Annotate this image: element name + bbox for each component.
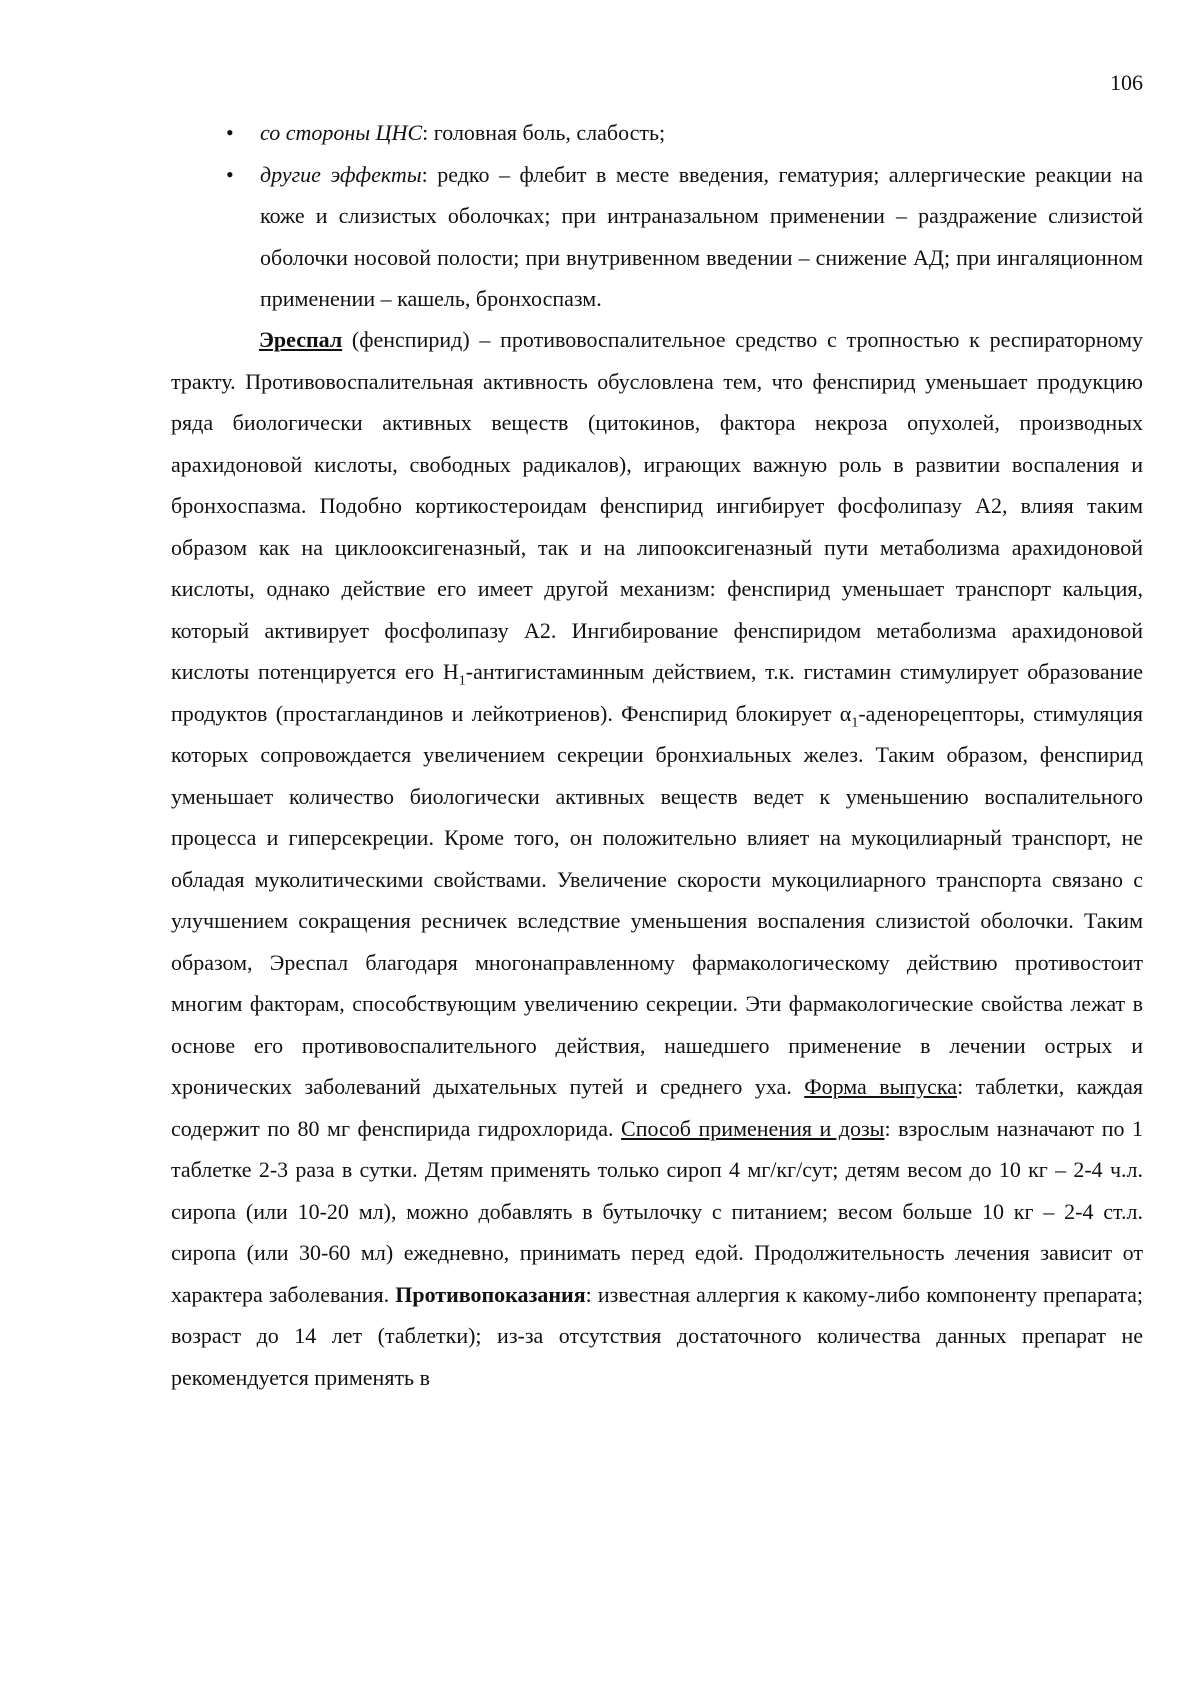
list-item-label: со стороны ЦНС [260,120,423,145]
list-item-text: : головная боль, слабость; [422,120,666,145]
list-item [208,154,1143,320]
list-item [208,112,1143,154]
release-form-text: : таблетки, каждая содержит по 80 мг фенспирида гидрохлорида. [171,1074,1143,1141]
drug-name: Эреспал [259,327,343,352]
contraindications-label: Противопоказания [395,1281,586,1307]
drug-description-paragraph [171,319,1143,1398]
subscript-h1: 1 [458,673,466,689]
contraindications-text: : известная аллергия к какому-либо компоненту препарата; возраст до 14 лет (таблетки); из-за отсутствия достаточного количества данных препарат не рекомендуется применять в [171,1281,1143,1390]
page-number: 106 [1110,70,1143,95]
bullet-icon: • [226,120,234,145]
subscript-alpha1: 1 [851,714,859,730]
middle-text-1: -антигистаминным действием, т.к. гистамин стимулирует образование продуктов (простагландинов и лейкотриенов). Фенспирид блокирует α [171,659,1143,726]
side-effects-list [208,112,1143,320]
list-item-text: : редко – флебит в месте введения, гематурия; аллергические реакции на коже и слизистых оболочках; при интраназальном применении – раздражение слизистой оболочки носовой полости; при внутривенном введении – снижение АД; при ингаляционном применении – кашель, бронхоспазм. [260,161,1143,311]
dosage-text: : взрослым назначают по 1 таблетке 2-3 раза в сутки. Детям применять только сироп 4 мг/кг/сут; детям весом до 10 кг – 2-4 ч.л. сиропа (или 10-20 мл), можно добавлять в бутылочку с питанием; весом больше 10 кг – 2-4 ст.л. сиропа (или 30-60 мл) ежедневно, принимать перед едой. Продолжительность лечения зависит от характера заболевания. [171,1115,1143,1307]
list-item-label: другие эффекты [260,161,422,187]
intro-text: (фенспирид) – противовоспалительное средство с тропностью к респираторному тракту. Противовоспалительная активность обусловлена тем, что фенспирид уменьшает продукцию ряда биологически активных веществ (цитокинов, фактора некроза опухолей, производных арахидоновой кислоты, свободных радикалов), играющих важную роль в развитии воспаления и бронхоспазма. Подобно кортикостероидам фенспирид ингибирует фосфолипазу А2, влияя таким образом как на циклооксигеназный, так и на липооксигеназный пути метаболизма арахидоновой кислоты, однако действие его имеет другой механизм: фенспирид уменьшает транспорт кальция, который активирует фосфолипазу А2. Ингибирование фенспиридом метаболизма арахидоновой кислоты потенцируется его Н [171,327,1143,684]
middle-text-2: -аденорецепторы, стимуляция которых сопровождается увеличением секреции бронхиальных желез. Таким образом, фенспирид уменьшает количество биологически активных веществ ведет к уменьшению воспалительного процесса и гиперсекреции. Кроме того, он положительно влияет на мукоцилиарный транспорт, не обладая муколитическими свойствами. Увеличение скорости мукоцилиарного транспорта связано с улучшением сокращения ресничек вследствие уменьшения воспаления слизистой оболочки. Таким образом, Эреспал благодаря многонаправленному фармакологическому действию противостоит многим факторам, способствующим увеличению секреции. Эти фармакологические свойства лежат в основе его противовоспалительного действия, нашедшего применение в лечении острых и хронических заболеваний дыхательных путей и среднего уха. [171,700,1143,1099]
release-form-label: Форма выпуска [804,1074,958,1099]
bullet-icon: • [226,161,234,187]
dosage-label: Способ применения и дозы [621,1115,885,1141]
